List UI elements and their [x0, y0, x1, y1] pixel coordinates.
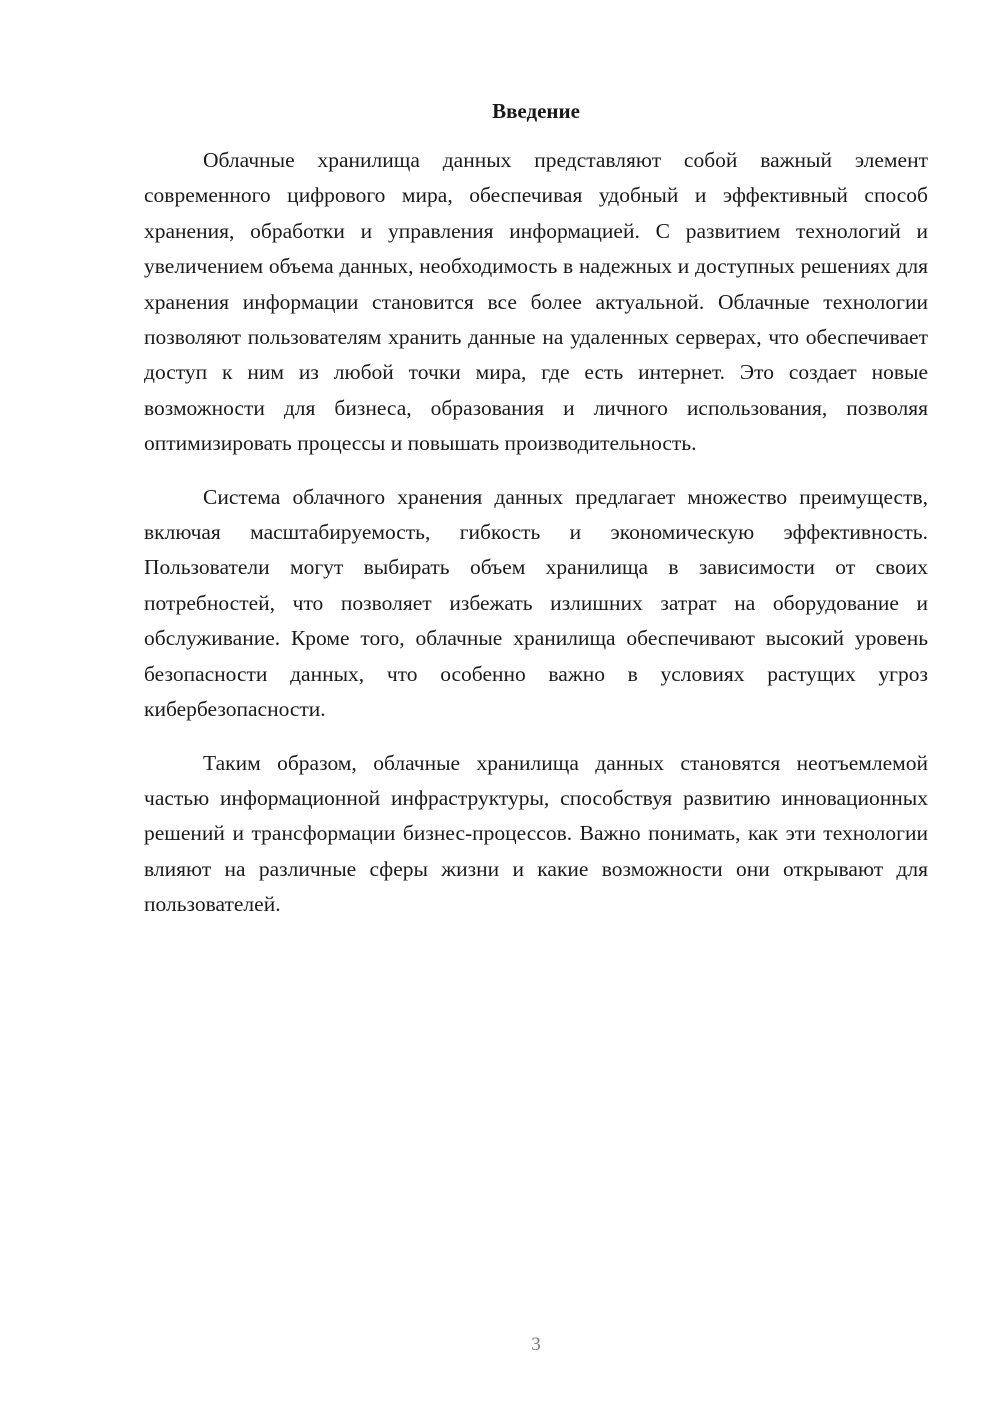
page-title: Введение	[492, 99, 580, 123]
paragraph-1: Облачные хранилища данных представляют собой важный элемент современного цифрового мира, обеспечивая удобный и эффективный способ хранения, обработки и управления информацией. С развитием технологий и увеличением объема данных, необходимость в надежных и доступных решениях для хранения информации становится все более актуальной. Облачные технологии позволяют пользователям хранить данные на удаленных серверах, что обеспечивает доступ к ним из любой точки мира, где есть интернет. Это создает новые возможности для бизнеса, образования и личного использования, позволяя оптимизировать процессы и повышать производительность.	[144, 148, 928, 456]
paragraph-2: Система облачного хранения данных предлагает множество преимуществ, включая масштабируемость, гибкость и экономическую эффективность. Пользователи могут выбирать объем хранилища в зависимости от своих потребностей, что позволяет избежать излишних затрат на оборудование и обслуживание. Кроме того, облачные хранилища обеспечивают высокий уровень безопасности данных, что особенно важно в условиях растущих угроз кибербезопасности.	[144, 484, 928, 722]
paragraph-3: Таким образом, облачные хранилища данных становятся неотъемлемой частью информационной инфраструктуры, способствуя развитию инновационных решений и трансформации бизнес-процессов. Важно понимать, как эти технологии влияют на различные сферы жизни и какие возможности они открывают для пользователей.	[144, 750, 928, 917]
body-text	[144, 143, 928, 941]
page-number: 3	[531, 1334, 541, 1355]
